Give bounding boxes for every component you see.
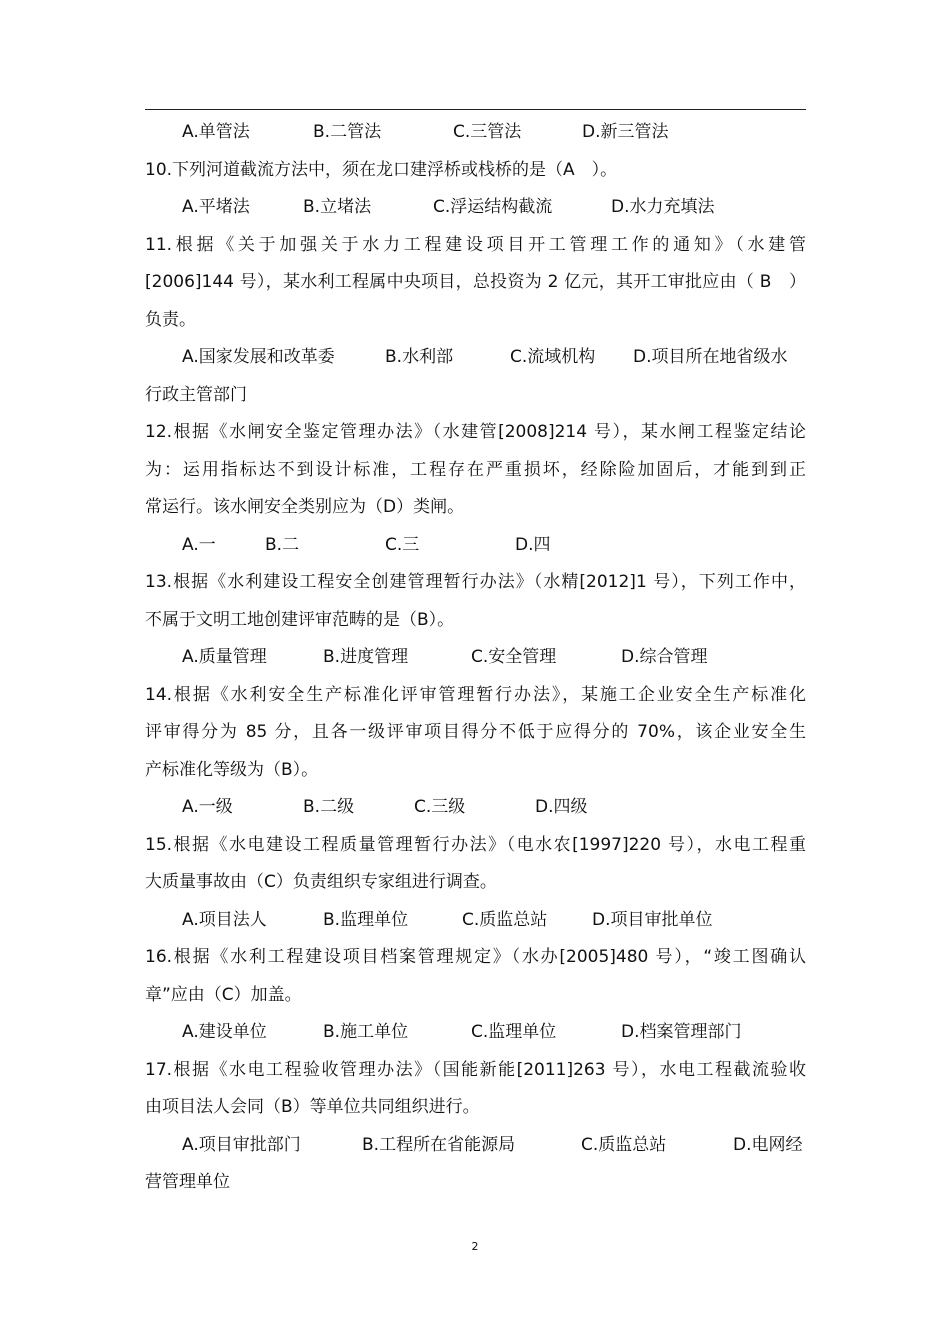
q10-text: 10.下列河道截流方法中，须在龙口建浮桥或栈桥的是（A ）。 (145, 159, 618, 180)
q14-line-1: 14.根据《水利安全生产标准化评审管理暂行办法》，某施工企业安全生产标准化 (145, 684, 806, 705)
q17-options (145, 1127, 806, 1165)
q9-option-d: D.新三管法 (582, 122, 669, 142)
q13-line-1: 13.根据《水利建设工程安全创建管理暂行办法》（水精[2012]1 号），下列工作中， (145, 572, 806, 592)
q10-option-d: D.水力充填法 (611, 197, 715, 217)
q12-option-d: D.四 (515, 534, 551, 555)
q15-option-b: B.监理单位 (323, 909, 409, 930)
q12-options (145, 527, 806, 565)
q10-options (145, 189, 806, 227)
q12-line-2: 为：运用指标达不到设计标准，工程存在严重损坏，经除险加固后，才能到到正 (145, 459, 806, 480)
q9-option-c: C.三管法 (453, 122, 522, 142)
q17-option-b: B.工程所在省能源局 (362, 1134, 516, 1155)
q16-option-a: A.建设单位 (182, 1022, 267, 1042)
q14-options (145, 789, 806, 827)
page-number: 2 (471, 1240, 479, 1253)
q15-option-a: A.项目法人 (182, 909, 267, 930)
q15-options (145, 902, 806, 940)
q11-line-3: 负责。 (145, 309, 196, 330)
q14-line-2: 评审得分为 85 分，且各一级评审项目得分不低于应得分的 70%，该企业安全生 (145, 722, 806, 742)
q13-option-a: A.质量管理 (182, 647, 267, 667)
q13-option-c: C.安全管理 (471, 647, 557, 667)
q16-line-2: 章”应由（C）加盖。 (145, 984, 302, 1005)
q16-options (145, 1014, 806, 1052)
q17-option-a: A.项目审批部门 (182, 1134, 301, 1155)
q12-option-a: A.一 (182, 534, 216, 555)
q9-option-a: A.单管法 (182, 122, 250, 142)
q11-option-b: B.水利部 (385, 347, 454, 367)
q17-line-2: 由项目法人会同（B）等单位共同组织进行。 (145, 1097, 480, 1117)
q14-line-3: 产标准化等级为（B）。 (145, 759, 319, 780)
q10-option-b: B.立堵法 (303, 197, 372, 217)
q17-line-1: 17.根据《水电工程验收管理办法》（国能新能[2011]263 号），水电工程截流验收 (145, 1059, 806, 1080)
q16-option-c: C.监理单位 (471, 1022, 557, 1042)
page-content (145, 114, 806, 1202)
q11-option-c: C.流域机构 (510, 347, 596, 367)
q11-option-d: D.项目所在地省级水 (633, 347, 788, 367)
q13-option-b: B.进度管理 (323, 647, 409, 667)
q17-option-d-continued: 营管理单位 (145, 1172, 230, 1192)
q11-line-1: 11.根据《关于加强关于水力工程建设项目开工管理工作的通知》（水建管 (145, 234, 806, 255)
q11-options (145, 339, 806, 377)
q14-option-b: B.二级 (303, 797, 355, 817)
q15-line-2: 大质量事故由（C）负责组织专家组进行调查。 (145, 872, 497, 892)
q9-option-b: B.二管法 (313, 122, 382, 142)
q16-option-b: B.施工单位 (323, 1022, 409, 1042)
q15-option-c: C.质监总站 (462, 909, 548, 930)
q14-option-a: A.一级 (182, 797, 233, 817)
q13-line-2: 不属于文明工地创建评审范畴的是（B）。 (145, 609, 455, 630)
q12-option-b: B.二 (265, 534, 300, 555)
header-rule (145, 109, 806, 110)
q15-option-d: D.项目审批单位 (592, 909, 713, 930)
q16-option-d: D.档案管理部门 (621, 1022, 742, 1042)
q15-line-1: 15.根据《水电建设工程质量管理暂行办法》（电水农[1997]220 号），水电工程重 (145, 834, 806, 855)
q13-options (145, 639, 806, 677)
q11-option-d-continued: 行政主管部门 (145, 384, 247, 405)
q16-line-1: 16.根据《水利工程建设项目档案管理规定》（水办[2005]480 号），“竣工图确认 (145, 947, 806, 967)
q14-option-c: C.三级 (414, 797, 466, 817)
q17-option-d: D.电网经 (733, 1134, 803, 1155)
q9-options (145, 114, 806, 152)
q10-option-a: A.平堵法 (182, 197, 250, 217)
q11-option-a: A.国家发展和改革委 (182, 347, 335, 367)
q10-option-c: C.浮运结构截流 (433, 197, 553, 217)
q17-option-c: C.质监总站 (581, 1134, 667, 1155)
q11-line-2: [2006]144 号），某水利工程属中央项目，总投资为 2 亿元，其开工审批应由（ B ） (145, 272, 806, 292)
q12-line-3: 常运行。该水闸安全类别应为（D）类闸。 (145, 497, 465, 517)
q12-option-c: C.三 (385, 534, 420, 555)
q12-line-1: 12.根据《水闸安全鉴定管理办法》（水建管[2008]214 号），某水闸工程鉴定结论 (145, 422, 806, 442)
q13-option-d: D.综合管理 (621, 647, 708, 667)
q14-option-d: D.四级 (535, 797, 588, 817)
